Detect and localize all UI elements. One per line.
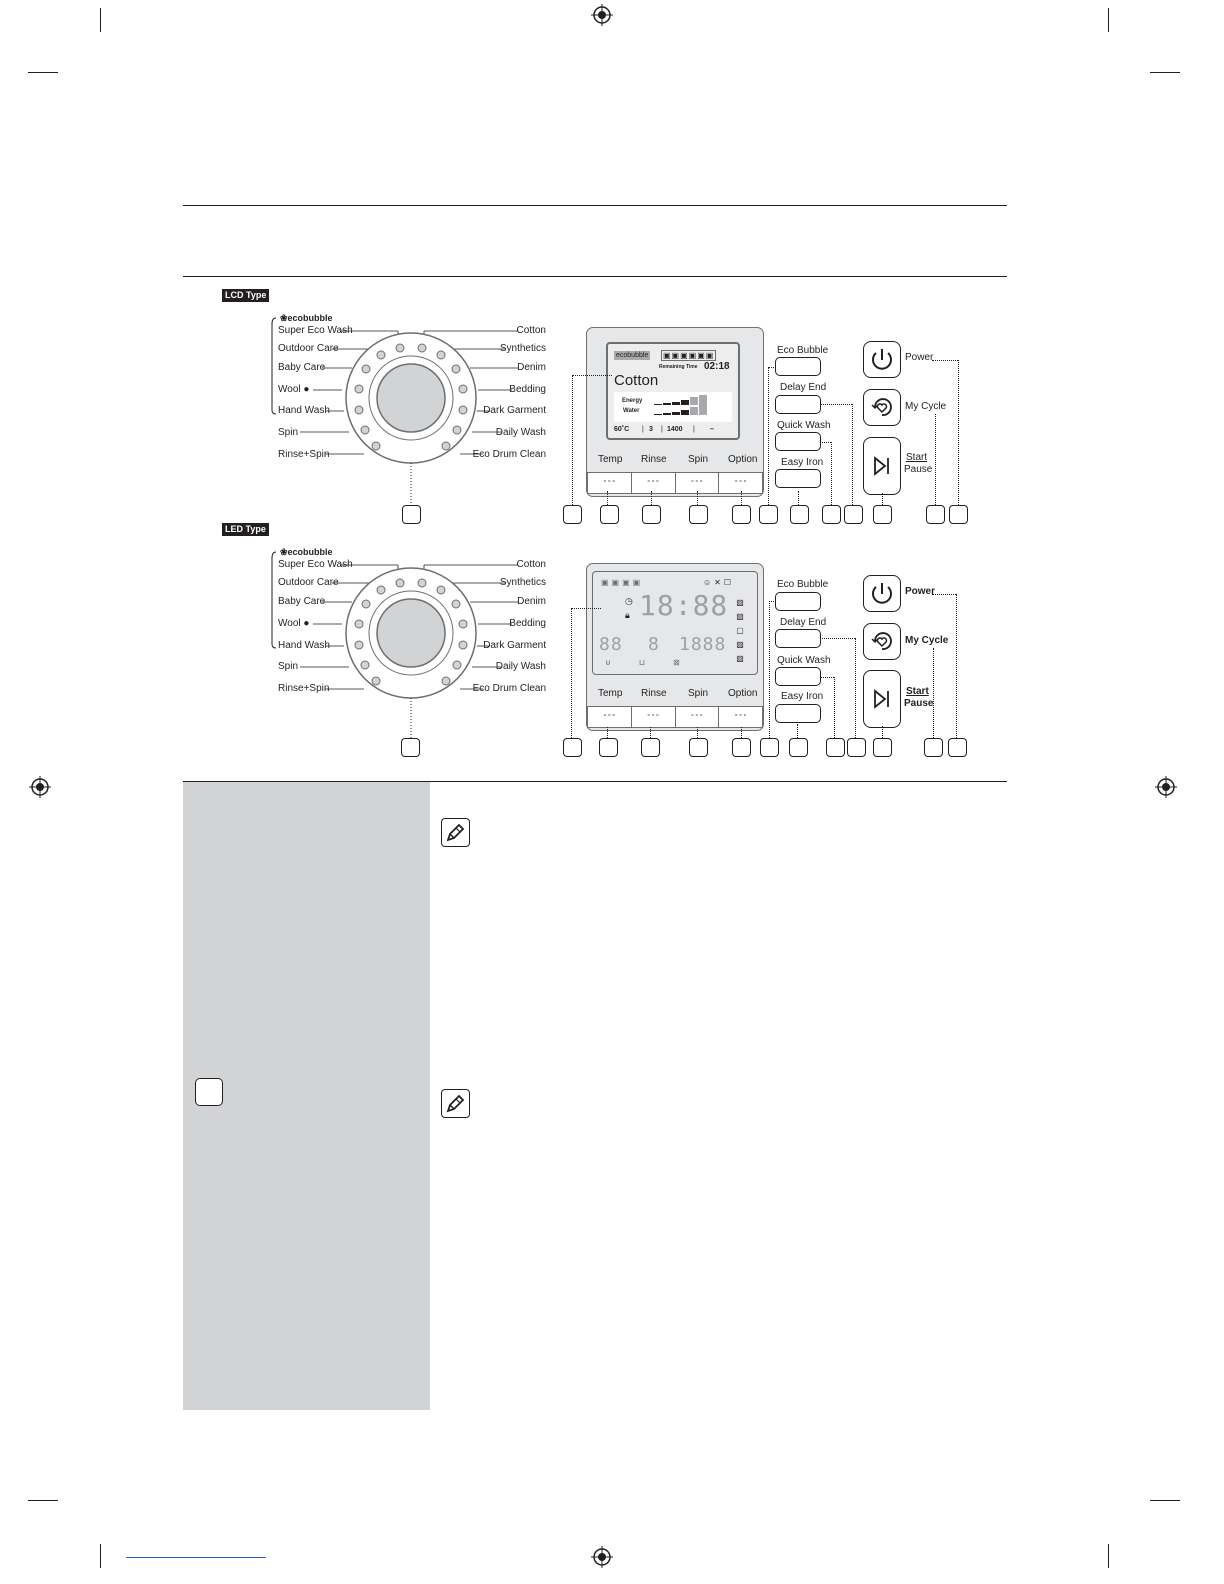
- lcd-cycle-dial[interactable]: [270, 315, 560, 515]
- leader-line: [855, 638, 856, 738]
- leader-line: [697, 727, 698, 738]
- dial-label-left: Outdoor Care: [278, 577, 339, 588]
- power-icon: [864, 342, 900, 377]
- cycle-name: Cotton: [614, 372, 659, 389]
- setting-option: –: [710, 426, 714, 433]
- wool-icon: ●: [303, 618, 310, 629]
- easy-iron-button[interactable]: [775, 704, 821, 723]
- dial-label-left: Spin: [278, 427, 299, 438]
- callout-box: [689, 505, 708, 524]
- led-type-badge: LED Type: [222, 523, 269, 536]
- callout-box: [599, 738, 618, 757]
- start-pause-button[interactable]: [863, 437, 901, 495]
- callout-box: [760, 738, 779, 757]
- leader-line: [958, 360, 959, 505]
- option-button[interactable]: ∘∘∘: [734, 478, 748, 485]
- power-button[interactable]: [863, 575, 901, 612]
- led-time: 18:88: [639, 589, 729, 622]
- leader-line: [852, 404, 853, 505]
- water-label: Water: [623, 408, 640, 414]
- leader-line: [797, 724, 798, 738]
- pause-label: Pause: [904, 698, 934, 709]
- ecobubble-text: ecobubble: [287, 313, 333, 323]
- dial-label-left: Wool ●: [278, 384, 310, 395]
- pause-label: Pause: [904, 464, 933, 475]
- leader-line: [572, 375, 612, 376]
- leader-line: [650, 727, 651, 738]
- registration-mark-icon: [591, 4, 613, 26]
- lcd-type-badge: LCD Type: [222, 289, 269, 302]
- leader-line: [741, 727, 742, 738]
- dial-label-left: Hand Wash: [278, 640, 330, 651]
- dial-label-right: Daily Wash: [495, 427, 546, 438]
- dial-label-left: Rinse+Spin: [278, 683, 330, 694]
- spin-button[interactable]: ∘∘∘: [676, 707, 720, 727]
- start-pause-icon: [864, 671, 900, 727]
- led-temp: 88: [599, 634, 623, 655]
- crop-mark: [100, 1544, 101, 1568]
- leader-line: [651, 491, 652, 505]
- callout-box: [926, 505, 945, 524]
- callout-box: [873, 505, 892, 524]
- temp-button[interactable]: ∘∘∘: [588, 473, 632, 493]
- led-screen: [592, 571, 758, 675]
- leader-line: [932, 594, 956, 595]
- crop-mark: [28, 72, 58, 73]
- leader-line: [932, 360, 958, 361]
- dial-label-left: Wool ●: [278, 618, 310, 629]
- status-icons: ▣▣▣▣▣▣: [663, 351, 715, 360]
- registration-mark-icon: [1155, 776, 1177, 798]
- delay-end-label: Delay End: [780, 382, 827, 393]
- leader-line: [607, 491, 608, 505]
- callout-box: [689, 738, 708, 757]
- item-number-box: [195, 1078, 223, 1106]
- easy-iron-label: Easy Iron: [781, 691, 824, 702]
- power-label: Power: [905, 352, 934, 363]
- dial-label-left: Super Eco Wash: [278, 325, 353, 336]
- leader-line: [831, 442, 832, 505]
- crop-mark: [28, 1500, 58, 1501]
- setting-buttons: [587, 472, 763, 494]
- start-label: Start: [906, 686, 929, 697]
- callout-box: [844, 505, 863, 524]
- my-cycle-button[interactable]: [863, 623, 901, 660]
- lock-icon: 🔒︎: [625, 610, 630, 620]
- dial-label-right: Daily Wash: [495, 661, 546, 672]
- rinse-button[interactable]: ∘∘∘: [632, 473, 676, 493]
- leader-line: [768, 367, 776, 368]
- callout-box: [759, 505, 778, 524]
- quick-wash-button[interactable]: [775, 667, 821, 686]
- section-rule: [183, 205, 1007, 206]
- energy-label: Energy: [622, 398, 643, 404]
- callout-box: [822, 505, 841, 524]
- crop-mark: [1108, 8, 1109, 32]
- callout-box: [732, 738, 751, 757]
- setting-spin: 1400: [667, 426, 683, 433]
- dial-label-left: Outdoor Care: [278, 343, 339, 354]
- divider: |: [661, 426, 663, 433]
- crop-mark: [1150, 1500, 1180, 1501]
- remaining-time-value: 02:18: [704, 361, 730, 372]
- led-display-panel: [586, 563, 764, 731]
- note-icon: [441, 818, 470, 847]
- leader-line: [933, 648, 934, 738]
- note-icon: [441, 1089, 470, 1118]
- led-rinse: 8: [648, 634, 660, 655]
- dial-label-right: Denim: [517, 596, 546, 607]
- crop-mark: [100, 8, 101, 32]
- dial-label-left: Baby Care: [278, 596, 326, 607]
- callout-box: [600, 505, 619, 524]
- dial-label-left: Super Eco Wash: [278, 559, 353, 570]
- easy-iron-label: Easy Iron: [781, 457, 824, 468]
- dial-label-right: Eco Drum Clean: [472, 449, 546, 460]
- quick-wash-label: Quick Wash: [777, 420, 831, 431]
- option-label: Option: [728, 688, 758, 699]
- section-rule: [183, 276, 1007, 277]
- registration-mark-icon: [591, 1546, 613, 1568]
- callout-box: [642, 505, 661, 524]
- eco-bubble-button[interactable]: [775, 592, 821, 611]
- callout-box: [790, 505, 809, 524]
- option-button[interactable]: ∘∘∘: [734, 712, 748, 719]
- leader-line: [571, 608, 572, 738]
- power-icon: [864, 576, 900, 611]
- leader-line: [935, 414, 936, 505]
- easy-iron-button[interactable]: [775, 469, 821, 488]
- quick-wash-button[interactable]: [775, 432, 821, 451]
- dial-label-right: Cotton: [516, 325, 546, 336]
- leader-line: [882, 493, 883, 505]
- my-cycle-label: My Cycle: [905, 635, 949, 646]
- start-label: Start: [906, 452, 928, 463]
- leader-line: [834, 677, 835, 738]
- power-label: Power: [905, 586, 936, 597]
- led-sub-icons: ⊍⊔⊠: [605, 658, 708, 667]
- delay-end-button[interactable]: [775, 395, 821, 414]
- leader-line: [571, 608, 601, 609]
- leader-line: [741, 491, 742, 505]
- dial-label-left: Hand Wash: [278, 405, 330, 416]
- leader-line: [820, 404, 852, 405]
- sidebar-panel: [183, 782, 430, 1410]
- my-cycle-icon: [864, 624, 900, 659]
- led-cycle-dial[interactable]: [270, 549, 560, 749]
- setting-rinse: 3: [649, 426, 653, 433]
- ecobubble-logo: ❀ecobubble: [280, 547, 333, 557]
- dial-label-right: Synthetics: [499, 343, 546, 354]
- dial-label-left: Rinse+Spin: [278, 449, 330, 460]
- dial-label-right: Bedding: [509, 618, 546, 629]
- spin-button[interactable]: ∘∘∘: [676, 473, 720, 493]
- eco-bubble-label: Eco Bubble: [777, 579, 829, 590]
- callout-box: [563, 738, 582, 757]
- usage-box: [614, 392, 732, 422]
- divider: |: [693, 426, 695, 433]
- callout-box: [402, 505, 421, 524]
- dial-label-right: Denim: [517, 362, 546, 373]
- registration-mark-icon: [29, 776, 51, 798]
- leader-line: [768, 367, 769, 505]
- setting-buttons: [587, 706, 763, 728]
- leader-line: [820, 638, 855, 639]
- leader-line: [607, 727, 608, 738]
- callout-box: [563, 505, 582, 524]
- callout-box: [924, 738, 943, 757]
- callout-box: [873, 738, 892, 757]
- leader-line: [798, 491, 799, 505]
- lcd-display-panel: [586, 327, 764, 497]
- quick-wash-label: Quick Wash: [777, 655, 831, 666]
- remaining-time-label: Remaining Time: [659, 364, 698, 370]
- eco-bubble-label: Eco Bubble: [777, 345, 829, 356]
- led-spin: 1888: [679, 634, 727, 655]
- temp-button[interactable]: ∘∘∘: [588, 707, 632, 727]
- callout-box: [826, 738, 845, 757]
- callout-box: [401, 738, 420, 757]
- start-pause-button[interactable]: [863, 670, 901, 728]
- delay-end-button[interactable]: [775, 629, 821, 648]
- eco-bubble-button[interactable]: [775, 357, 821, 376]
- leader-line: [882, 726, 883, 738]
- delay-end-label: Delay End: [780, 617, 827, 628]
- setting-temp: 60˚C: [614, 426, 630, 433]
- temp-label: Temp: [598, 454, 623, 465]
- dial-label-right: Bedding: [509, 384, 546, 395]
- dial-label-right: Eco Drum Clean: [472, 683, 546, 694]
- divider: |: [642, 426, 644, 433]
- dial-label-right: Synthetics: [499, 577, 546, 588]
- led-top-icons: ▣▣▣▣: [601, 578, 644, 587]
- crop-mark: [1150, 72, 1180, 73]
- my-cycle-button[interactable]: [863, 389, 901, 426]
- screen-brand: ecobubble: [616, 352, 649, 359]
- callout-box: [641, 738, 660, 757]
- clock-icon: ◷: [625, 596, 633, 606]
- leader-line: [769, 601, 776, 602]
- rinse-label: Rinse: [641, 688, 667, 699]
- callout-box: [732, 505, 751, 524]
- leader-line: [769, 601, 770, 738]
- leader-line: [956, 594, 957, 738]
- my-cycle-icon: [864, 390, 900, 425]
- spin-label: Spin: [688, 688, 709, 699]
- callout-box: [847, 738, 866, 757]
- callout-box: [789, 738, 808, 757]
- crop-mark: [1108, 1544, 1109, 1568]
- dial-label-left: Baby Care: [278, 362, 326, 373]
- led-status-icons: ☺✕☐: [703, 578, 735, 587]
- my-cycle-label: My Cycle: [905, 401, 947, 412]
- callout-box: [948, 738, 967, 757]
- leader-line: [697, 491, 698, 505]
- option-label: Option: [728, 454, 758, 465]
- footer-underline: [126, 1557, 266, 1558]
- temp-label: Temp: [598, 688, 623, 699]
- leader-line: [820, 677, 834, 678]
- rinse-button[interactable]: ∘∘∘: [632, 707, 676, 727]
- wool-icon: ●: [303, 384, 310, 395]
- usage-bars: [654, 395, 724, 417]
- power-button[interactable]: [863, 341, 901, 378]
- callout-box: [949, 505, 968, 524]
- leader-line: [820, 442, 831, 443]
- dial-label-right: Dark Garment: [483, 405, 546, 416]
- dial-label-left: Spin: [278, 661, 299, 672]
- start-pause-icon: [864, 438, 900, 494]
- ecobubble-logo: ❀ecobubble: [280, 313, 333, 323]
- lcd-screen: [606, 342, 740, 440]
- dial-label-right: Cotton: [516, 559, 546, 570]
- spin-label: Spin: [688, 454, 709, 465]
- leader-line: [572, 375, 573, 505]
- ecobubble-text: ecobubble: [287, 547, 333, 557]
- dial-label-right: Dark Garment: [483, 640, 546, 651]
- led-side-icons: ▨ ▨ ▢ ▨ ▨: [736, 598, 744, 663]
- rinse-label: Rinse: [641, 454, 667, 465]
